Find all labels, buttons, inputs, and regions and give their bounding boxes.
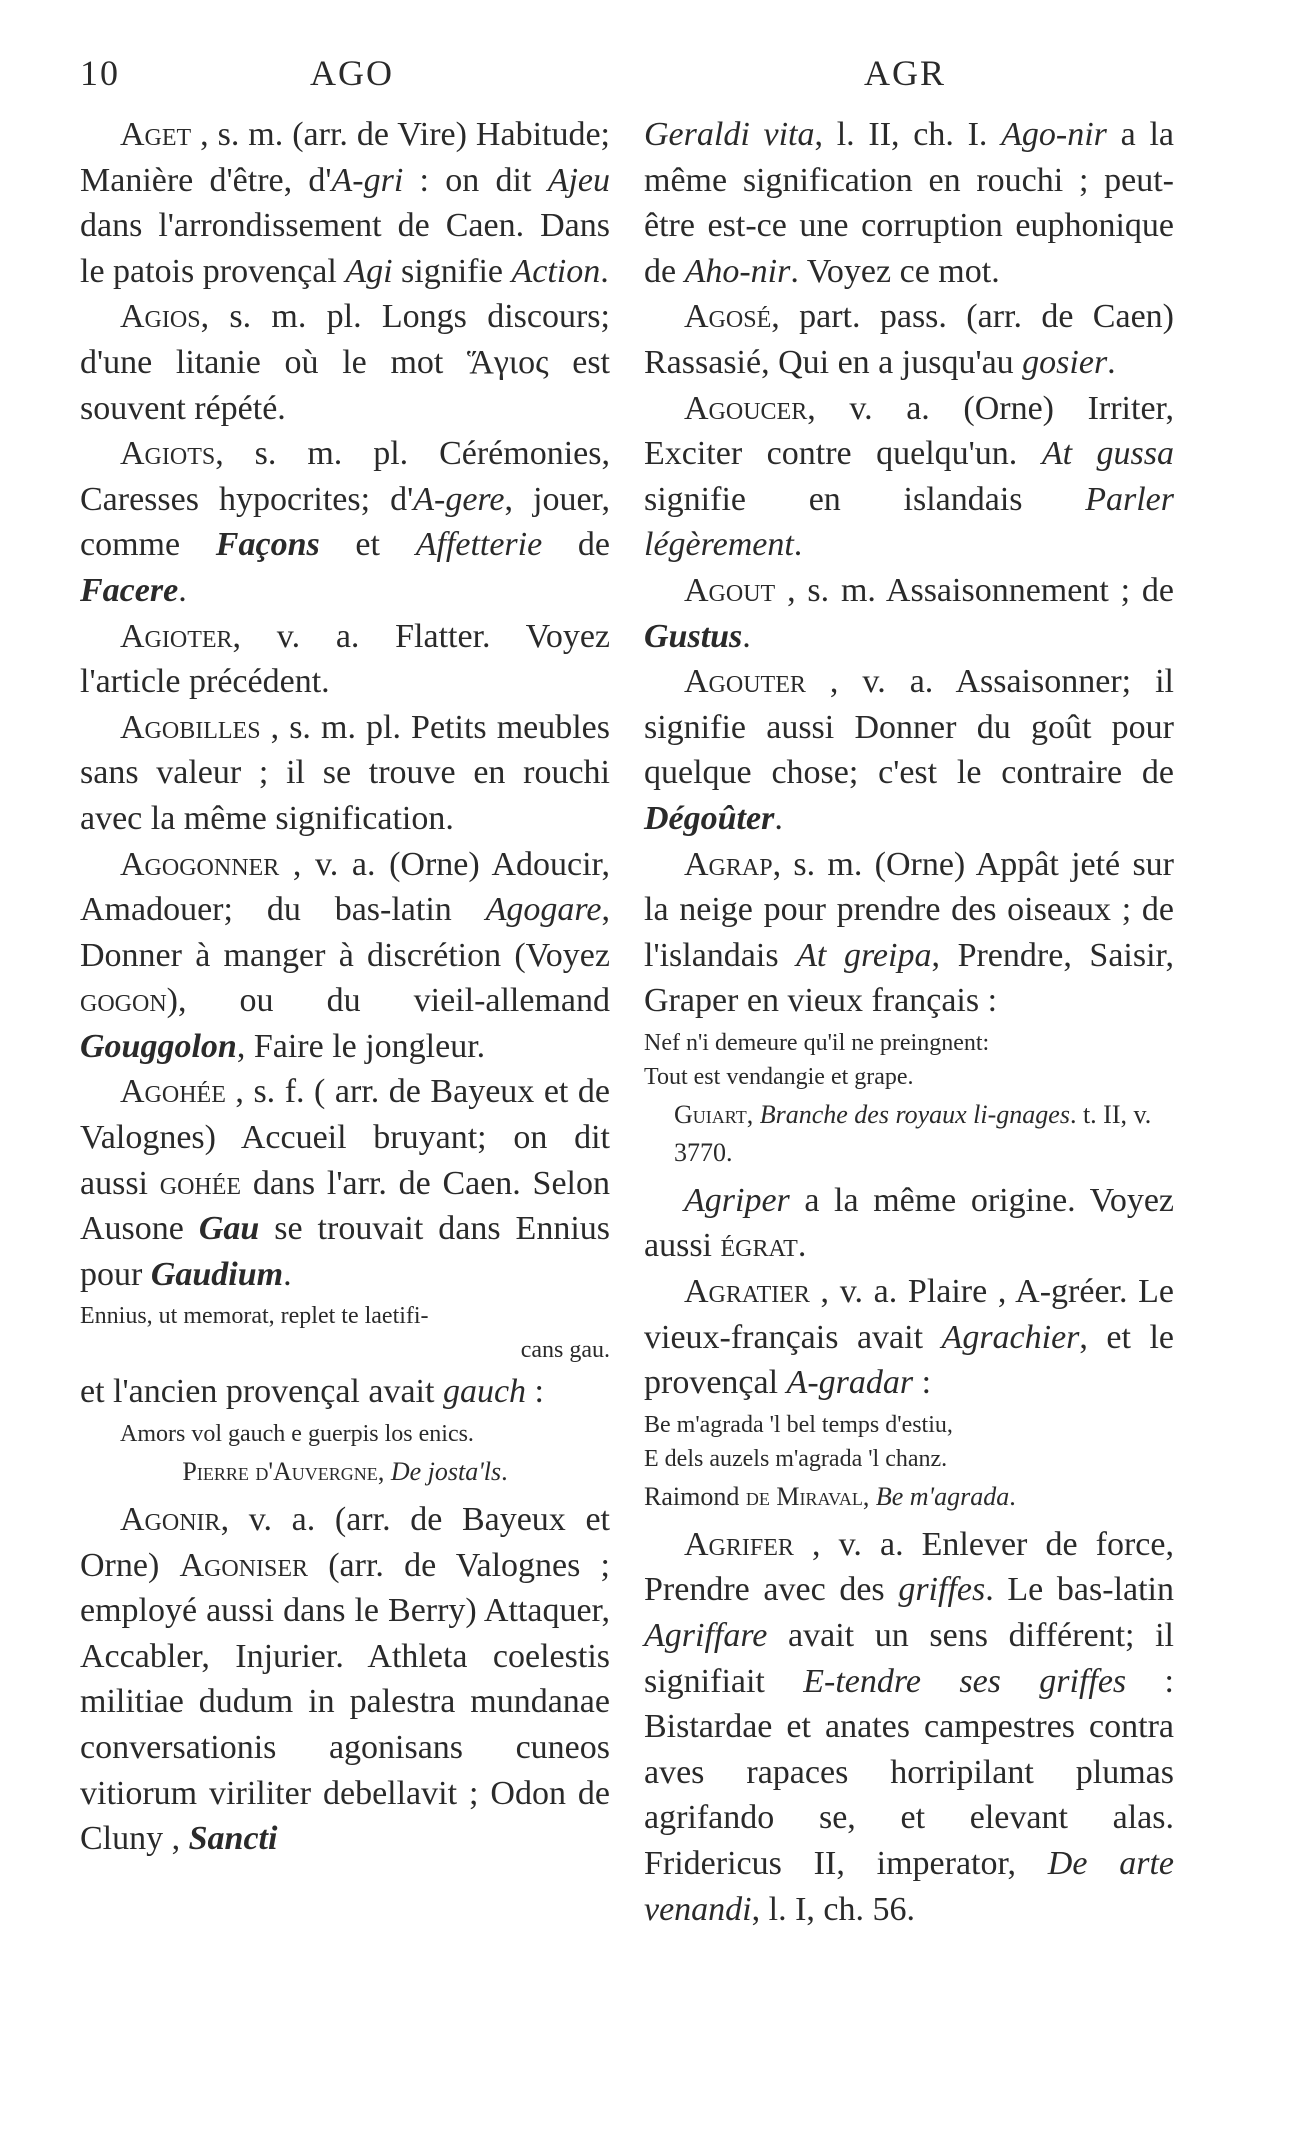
entry-agrifer: Agrifer , v. a. Enlever de force, Prendre avec des griffes. Le bas-latin Agriffare avait un sens différent; il signifiait E-tendre ses griffes : Bistardae et anates campestres contra aves rapaces horripilant plumas agrifando se, et elevant alas. Fridericus II, imperator, De arte venandi, l. I, ch. 56. [644, 1525, 1174, 1928]
entry-agogonner: Agogonner , v. a. (Orne) Adoucir, Amadouer; du bas-latin Agogare, Donner à manger à discrétion (Voyez gogon), ou du vieil-allemand Gouggolon, Faire le jongleur. [80, 845, 610, 1065]
entry-agoucer: Agoucer, v. a. (Orne) Irriter, Exciter contre quelqu'un. At gussa signifie en islandais Parler légèrement. [644, 389, 1174, 564]
headword: Agogonner [120, 845, 280, 883]
entry-agonir: Agonir, v. a. (arr. de Bayeux et Orne) Agoniser (arr. de Valognes ; employé aussi dans le Berry) Attaquer, Accabler, Injurier. Athleta coelestis militiae dudum in palestra mundanae conversationis agonisans cuneos vitiorum viriliter debellavit ; Odon de Cluny , Sancti [80, 1501, 610, 1858]
entry-aget: Aget , s. m. (arr. de Vire) Habitude; Manière d'être, d'A-gri : on dit Ajeu dans l'arrondissement de Caen. Dans le patois provençal Agi signifie Action. [80, 116, 611, 290]
entry-agose: Agosé, part. pass. (arr. de Caen) Rassasié, Qui en a jusqu'au gosier. [644, 298, 1174, 381]
quotation-amors: Amors vol gauch e guerpis los enics. [120, 1421, 474, 1448]
left-column [80, 112, 610, 1862]
headword: Agioter [120, 617, 233, 655]
entry-agios: Agios, s. m. pl. Longs discours; d'une litanie où le mot Ἅγιος est souvent répété. [80, 298, 610, 427]
quotation-nef: Nef n'i demeure qu'il ne preingnent: Tout est vendangie et grape. [644, 1029, 990, 1090]
headword: Agout [684, 571, 776, 609]
headword: Agohée [120, 1073, 226, 1111]
headword: Agouter [684, 663, 806, 701]
page-number: 10 [80, 53, 120, 93]
citation-pierre: Pierre d'Auvergne, De josta'ls. [182, 1457, 508, 1487]
headword: Agratier [684, 1273, 810, 1311]
headword: Agobilles [120, 708, 261, 746]
right-column [644, 112, 1174, 1932]
headword: Aget [120, 116, 192, 153]
headword: Agosé [684, 298, 772, 336]
headword: Agrap [684, 845, 773, 883]
entry-agout: Agout , s. m. Assaisonnement ; de Gustus. [644, 571, 1174, 655]
entry-agouter: Agouter , v. a. Assaisonner; il signifie aussi Donner du goût pour quelque chose; c'est le contraire de Dégoûter. [644, 663, 1174, 837]
continuation-gauch: et l'ancien provençal avait gauch : [80, 1373, 544, 1411]
entry-agratier: Agratier , v. a. Plaire , A-gréer. Le vieux-français avait Agrachier, et le provençal A-gradar : [644, 1273, 1174, 1402]
headword: Agonir [120, 1501, 221, 1539]
entry-agioter: Agioter, v. a. Flatter. Voyez l'article précédent. [80, 617, 610, 701]
headword: Agrifer [684, 1525, 794, 1563]
citation-guiart: Guiart, Branche des royaux li-gnages. t. II, v. 3770. [674, 1099, 1152, 1167]
quotation-be-magrada: Be m'agrada 'l bel temps d'estiu, E dels auzels m'agrada 'l chanz. [644, 1411, 953, 1472]
headword: Agoucer [684, 389, 808, 427]
entry-agohee: Agohée , s. f. ( arr. de Bayeux et de Valognes) Accueil bruyant; on dit aussi gohée dans l'arr. de Caen. Selon Ausone Gau se trouvait dans Ennius pour Gaudium. [80, 1073, 611, 1293]
entry-agobilles: Agobilles , s. m. pl. Petits meubles sans valeur ; il se trouve en rouchi avec la même signification. [80, 708, 610, 837]
right-guide-word: AGR [864, 53, 947, 93]
headword: Agios [120, 298, 201, 336]
headword: Agiots [120, 435, 216, 473]
citation-raimond: Raimond de Miraval, Be m'agrada. [644, 1481, 1016, 1511]
running-header [0, 52, 1295, 102]
quotation-ennius: Ennius, ut memorat, replet te laetifi- cans gau. [80, 1303, 610, 1364]
entry-agriper: Agriper a la même origine. Voyez aussi égrat. [644, 1181, 1174, 1265]
entry-geraldi-continuation: Geraldi vita, l. II, ch. I. Ago-nir a la même signification en rouchi ; peut-être est-ce une corruption euphonique de Aho-nir. Voyez ce mot. [644, 116, 1174, 290]
entry-agrap: Agrap, s. m. (Orne) Appât jeté sur la neige pour prendre des oiseaux ; de l'islandais At greipa, Prendre, Saisir, Graper en vieux français : [644, 845, 1174, 1020]
entry-agiots: Agiots, s. m. pl. Cérémonies, Caresses hypocrites; d'A-gere, jouer, comme Façons et Affetterie de Facere. [80, 435, 611, 609]
left-guide-word: AGO [310, 53, 394, 93]
